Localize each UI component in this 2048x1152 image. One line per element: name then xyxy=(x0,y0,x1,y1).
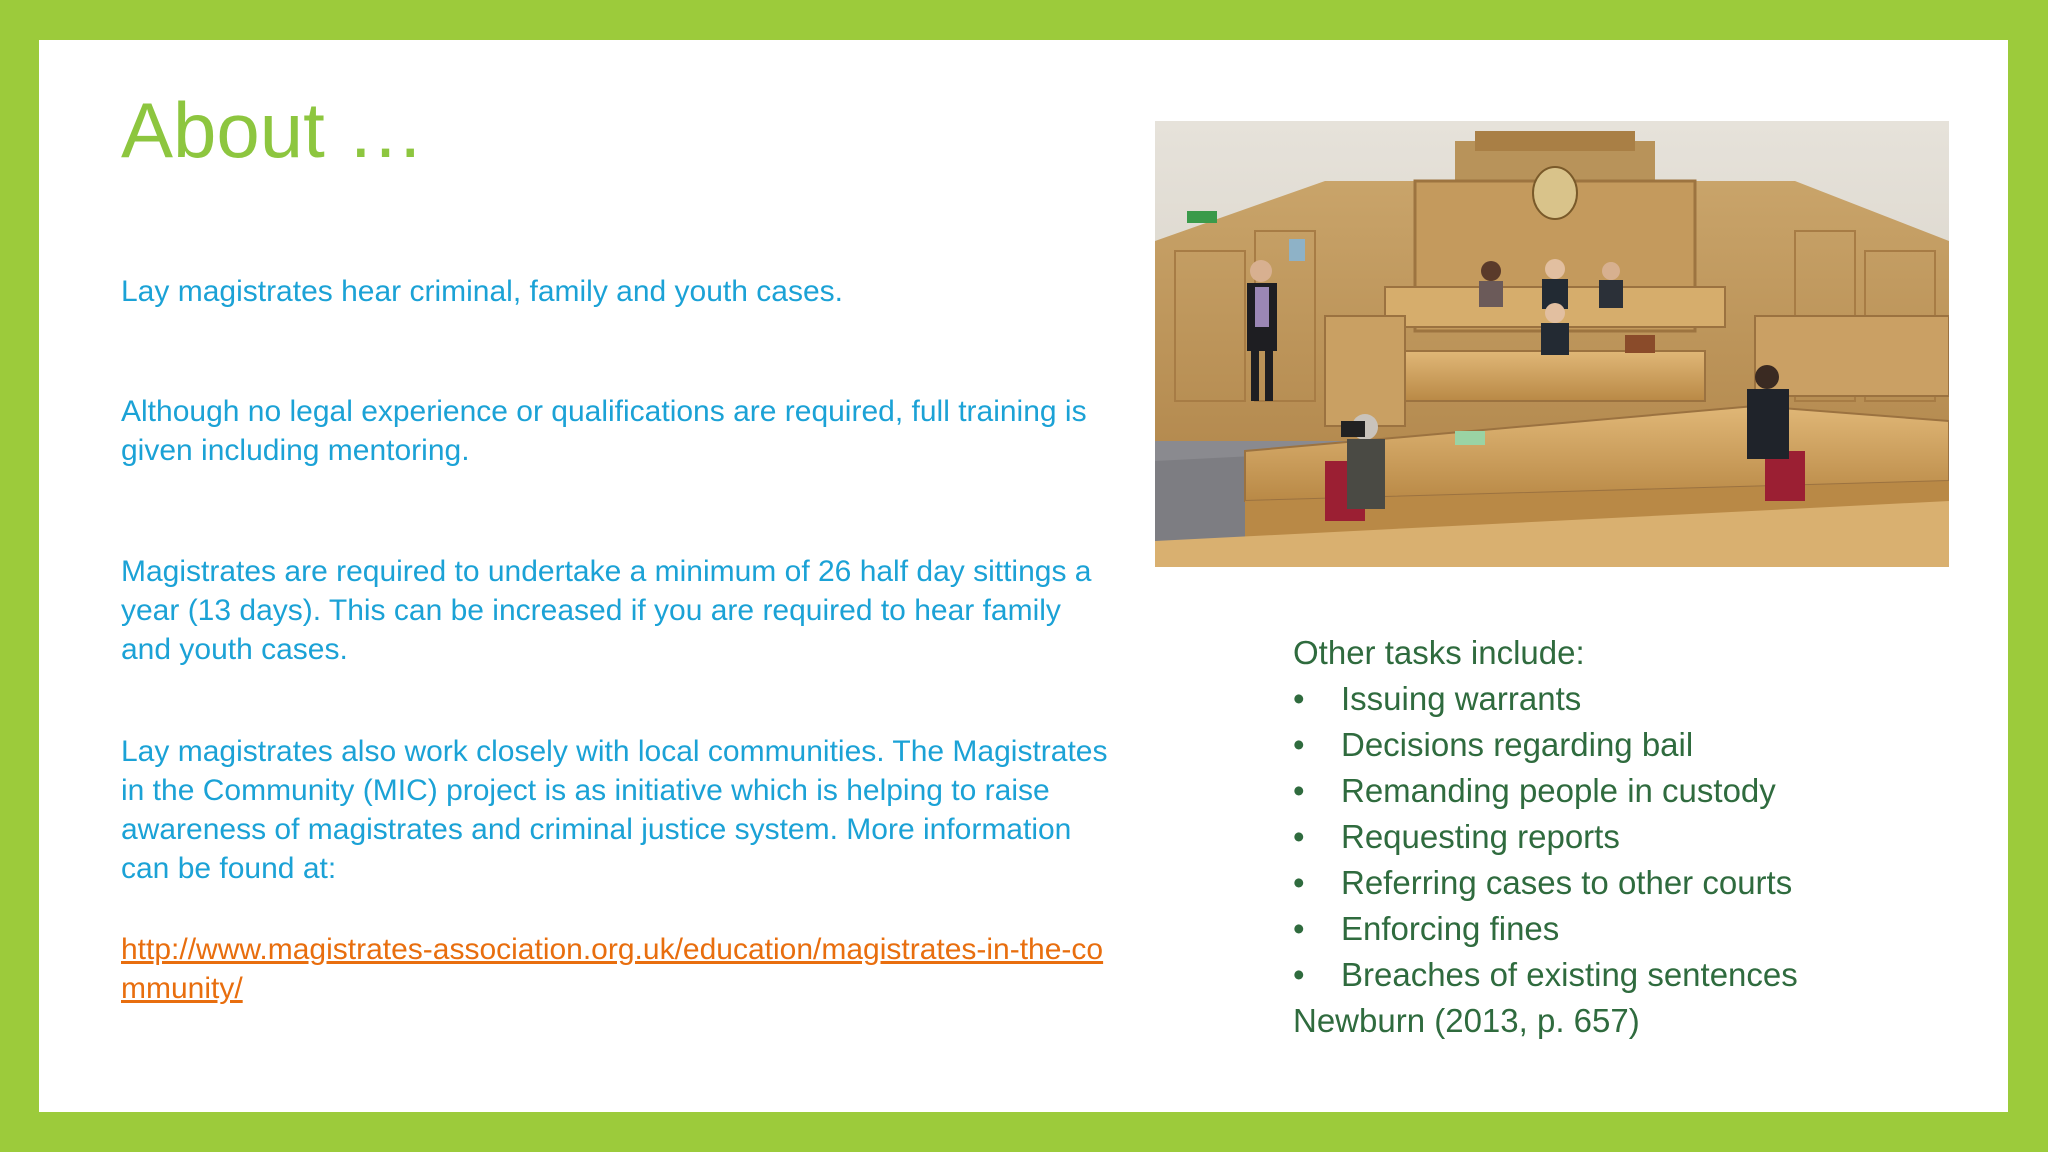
task-item-fines: • Enforcing fines xyxy=(1293,906,1933,952)
paragraph-training: Although no legal experience or qualifications are required, full training is given including mentoring. xyxy=(121,395,1087,467)
mic-link[interactable]: http://www.magistrates-association.org.uk/education/magistrates-in-the-community/ xyxy=(121,933,1104,1005)
task-item-custody: • Remanding people in custody xyxy=(1293,768,1933,814)
slide xyxy=(39,40,2008,1112)
task-item-referring: • Referring cases to other courts xyxy=(1293,860,1933,906)
tasks-list xyxy=(1293,676,1933,998)
task-item-warrants: • Issuing warrants xyxy=(1293,676,1933,722)
other-tasks xyxy=(1293,630,1933,1044)
courtroom-photo xyxy=(1155,121,1949,567)
paragraph-case-types: Lay magistrates hear criminal, family and youth cases. xyxy=(121,275,843,308)
paragraph-community: Lay magistrates also work closely with local communities. The Magistrates in the Community (MIC) project is as initiative which is helping to raise awareness of magistrates and criminal justice system. More information can be found at: xyxy=(121,735,1108,885)
paragraph-sittings: Magistrates are required to undertake a minimum of 26 half day sittings a year (13 days). This can be increased if you are required to hear family and youth cases. xyxy=(121,555,1092,666)
tasks-heading: Other tasks include: xyxy=(1293,634,1585,671)
citation: Newburn (2013, p. 657) xyxy=(1293,1002,1640,1039)
slide-title: About … xyxy=(121,86,425,174)
task-item-breaches: • Breaches of existing sentences xyxy=(1293,952,1933,998)
task-item-bail: • Decisions regarding bail xyxy=(1293,722,1933,768)
task-item-reports: • Requesting reports xyxy=(1293,814,1933,860)
